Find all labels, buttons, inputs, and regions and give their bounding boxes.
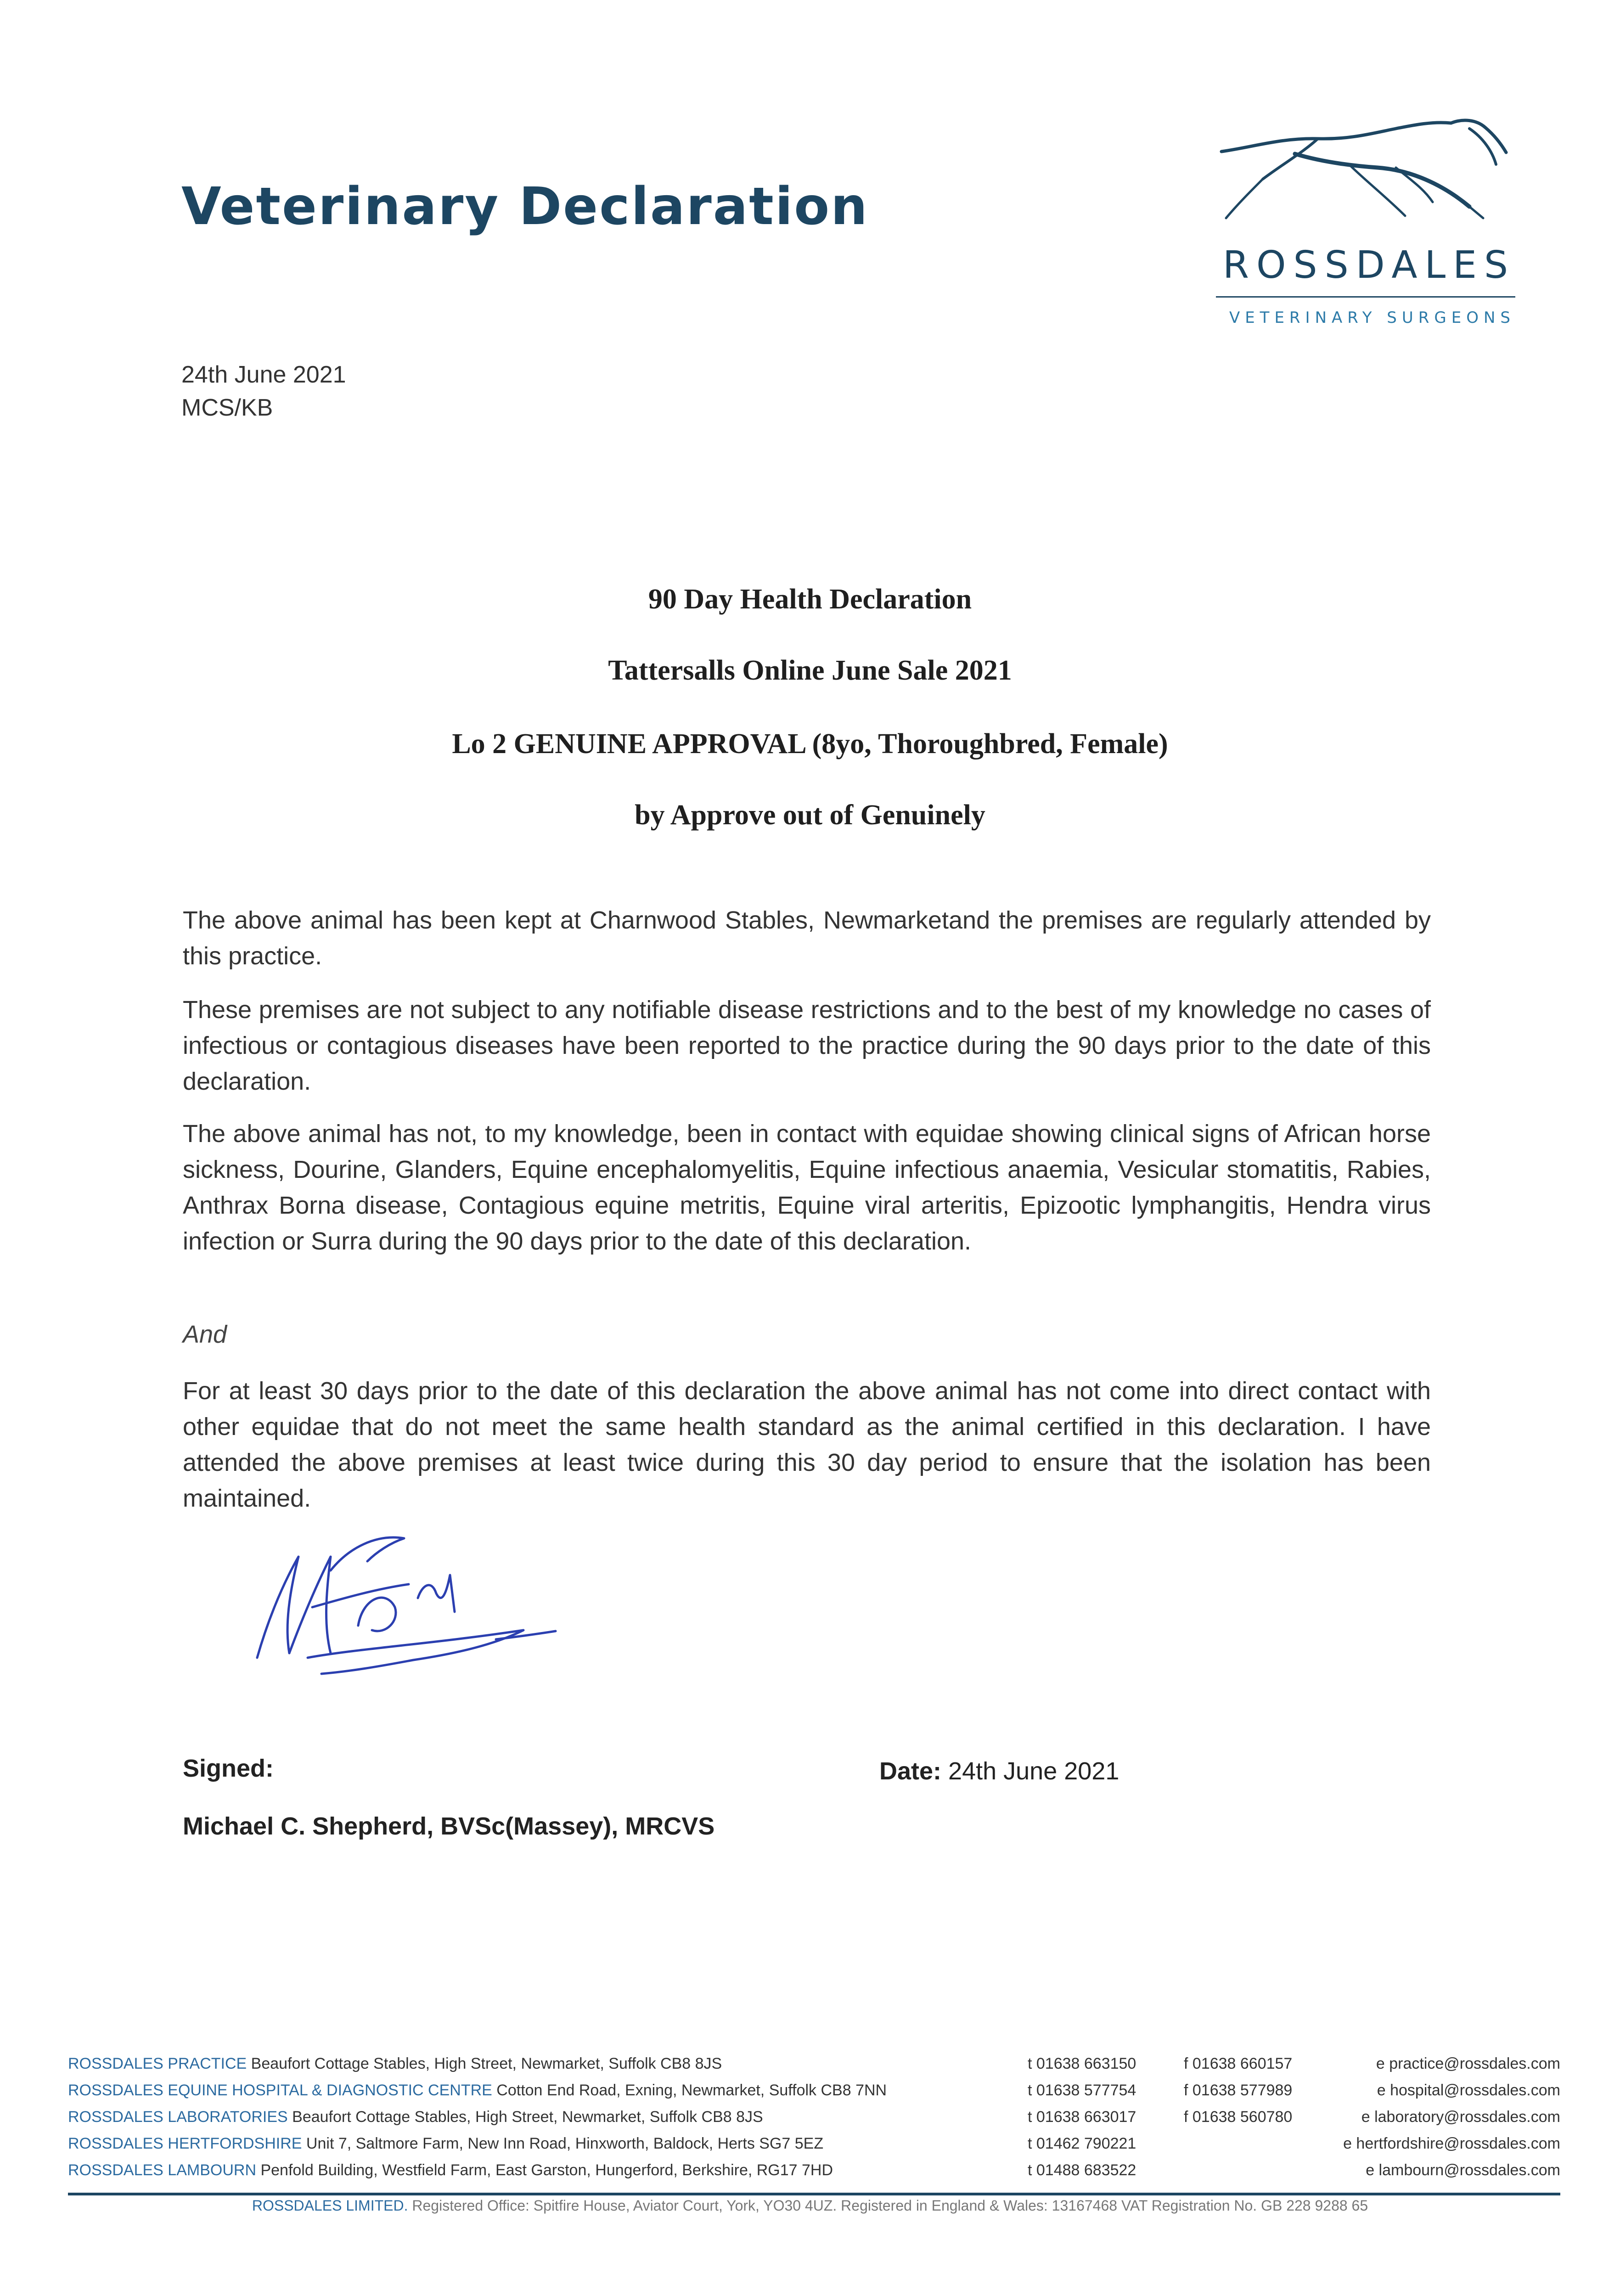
footer-address: Unit 7, Saltmore Farm, New Inn Road, Hinxworth, Baldock, Herts SG7 5EZ <box>306 2135 824 2152</box>
footer-email: e hertfordshire@rossdales.com <box>1343 2135 1560 2152</box>
registration-details: Registered Office: Spitfire House, Aviator Court, York, YO30 4UZ. Registered in England & Wales: 13167468 VAT Registration No. GB 228 9288 65 <box>412 2197 1368 2214</box>
paragraph-contact: The above animal has not, to my knowledge, been in contact with equidae showing clinical signs of African horse sickness, Dourine, Glanders, Equine encephalomyelitis, Equine infectious anaemia, Vesicular stomatitis, Rabies, Anthrax Borna disease, Contagious equine metritis, Equine viral arteritis, Epizootic lymphangitis, Hendra virus infection or Surra during the 90 days prior to the date of this declaration. <box>183 1120 1431 1255</box>
footer-telephone: t 01462 790221 <box>1028 2135 1136 2152</box>
footer-telephone: t 01638 577754 <box>1028 2082 1136 2099</box>
footer-branch-name: ROSSDALES LABORATORIES <box>68 2108 288 2126</box>
signer-name: Michael C. Shepherd, BVSc(Massey), MRCVS <box>183 1812 715 1840</box>
footer-branch-name: ROSSDALES PRACTICE <box>68 2055 247 2072</box>
footer-fax: f 01638 577989 <box>1184 2082 1293 2099</box>
footer-email: e hospital@rossdales.com <box>1377 2082 1560 2099</box>
footer-telephone: t 01638 663150 <box>1028 2055 1136 2072</box>
paragraph-isolation: For at least 30 days prior to the date of this declaration the above animal has not come into direct contact with other equidae that do not meet the same health standard as the animal certified in this declaration. I have attended the above premises at least twice during this 30 day period to ensure that the isolation has been maintained. <box>183 1377 1431 1512</box>
footer-address: Penfold Building, Westfield Farm, East Garston, Hungerford, Berkshire, RG17 7HD <box>260 2161 833 2179</box>
paragraph-and: And <box>183 1321 227 1348</box>
logo-divider <box>1216 296 1515 298</box>
document-date: 24th June 2021 <box>181 361 346 388</box>
heading-sale: Tattersalls Online June Sale 2021 <box>608 655 1012 686</box>
footer-branch-name: ROSSDALES HERTFORDSHIRE <box>68 2135 302 2152</box>
footer-row <box>68 2082 1560 2107</box>
footer-branch-name: ROSSDALES EQUINE HOSPITAL & DIAGNOSTIC CENTRE <box>68 2082 492 2099</box>
footer-divider <box>68 2193 1560 2195</box>
document-reference: MCS/KB <box>181 394 273 421</box>
footer-email: e laboratory@rossdales.com <box>1361 2108 1560 2126</box>
paragraph-premises: The above animal has been kept at Charnwood Stables, Newmarketand the premises are regularly attended by this practice. <box>183 906 1431 970</box>
document-meta <box>181 358 346 424</box>
footer-address: Cotton End Road, Exning, Newmarket, Suffolk CB8 7NN <box>496 2082 887 2099</box>
horse-logo-icon <box>1212 110 1515 239</box>
footer-telephone: t 01638 663017 <box>1028 2108 1136 2126</box>
footer-row <box>68 2161 1560 2187</box>
heading-pedigree: by Approve out of Genuinely <box>635 799 985 831</box>
handwritten-signature <box>239 1506 588 1699</box>
date-label: Date: <box>879 1757 942 1785</box>
footer-row <box>68 2055 1560 2081</box>
page-title: Veterinary Declaration <box>181 177 869 236</box>
footer-telephone: t 01488 683522 <box>1028 2161 1136 2179</box>
rossdales-logo <box>1212 110 1515 340</box>
footer-registration <box>0 2197 1620 2214</box>
footer-email: e lambourn@rossdales.com <box>1366 2161 1560 2179</box>
date-value: 24th June 2021 <box>948 1757 1119 1785</box>
heading-declaration-type: 90 Day Health Declaration <box>648 584 972 615</box>
footer-branch-name: ROSSDALES LAMBOURN <box>68 2161 256 2179</box>
logo-subtitle: VETERINARY SURGEONS <box>1229 309 1515 327</box>
footer-row <box>68 2135 1560 2161</box>
footer-fax: f 01638 560780 <box>1184 2108 1293 2126</box>
heading-lot: Lo 2 GENUINE APPROVAL (8yo, Thoroughbred, Female) <box>452 728 1168 760</box>
footer-address: Beaufort Cottage Stables, High Street, Newmarket, Suffolk CB8 8JS <box>251 2055 722 2072</box>
paragraph-restrictions: These premises are not subject to any notifiable disease restrictions and to the best of my knowledge no cases of infectious or contagious diseases have been reported to the practice during the 90 days prior to the date of this declaration. <box>183 996 1431 1095</box>
footer-email: e practice@rossdales.com <box>1376 2055 1560 2072</box>
footer-address: Beaufort Cottage Stables, High Street, Newmarket, Suffolk CB8 8JS <box>292 2108 763 2126</box>
logo-wordmark: ROSSDALES <box>1223 243 1515 287</box>
registration-company: ROSSDALES LIMITED. <box>252 2197 408 2214</box>
footer-row <box>68 2108 1560 2134</box>
signature-date <box>879 1757 1119 1785</box>
signed-label: Signed: <box>183 1755 274 1782</box>
footer-fax: f 01638 660157 <box>1184 2055 1293 2072</box>
